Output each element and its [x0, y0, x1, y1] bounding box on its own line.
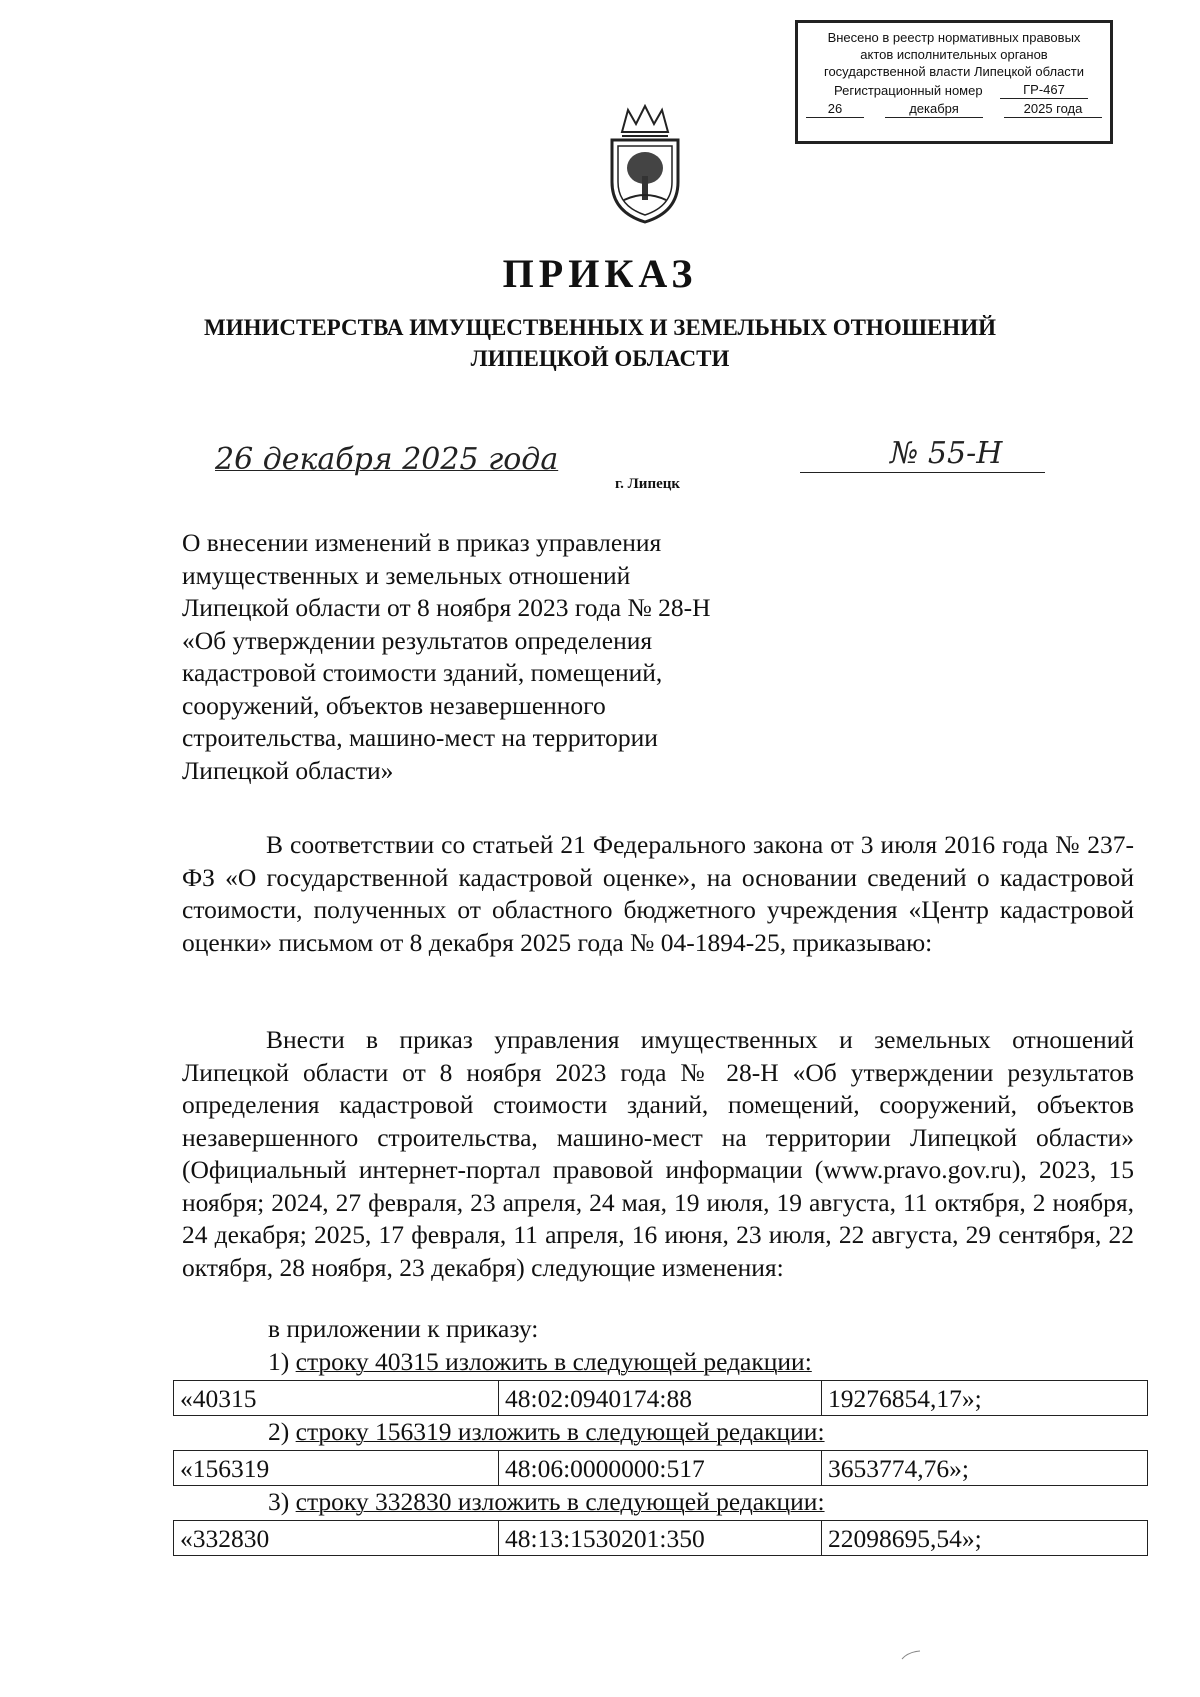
heading-line: строительства, машино-мест на территории [182, 723, 658, 752]
row-number-cell: «40315 [174, 1381, 499, 1416]
item-label [268, 1346, 812, 1378]
city-label: г. Липецк [615, 476, 681, 492]
item-number: 2) [268, 1417, 290, 1446]
paragraph-changes: Внести в приказ управления имущественных и земельных отношений Липецкой области от 8 ноября 2023 года № 28-Н «Об утверждении результатов определения кадастровой стоимости зданий, помещений, сооружений, объектов незавершенного строительства, машино-мест на территории Липецкой области» (Официальный интернет-портал правовой информации (www.pravo.gov.ru), 2023, 15 ноября; 2024, 27 февраля, 23 апреля, 24 мая, 19 июля, 19 августа, 11 октября, 2 ноября, 24 декабря; 2025, 17 февраля, 11 апреля, 16 июня, 23 июля, 22 августа, 29 сентября, 22 октября, 28 ноября, 23 декабря) следующие изменения: [182, 1025, 1134, 1282]
record-table [173, 1520, 1148, 1556]
heading-line: О внесении изменений в приказ управления [182, 528, 662, 557]
cadastral-number-cell: 48:06:0000000:517 [499, 1451, 822, 1486]
document-subtitle [0, 312, 1200, 374]
stamp-day: 26 [806, 100, 864, 118]
stamp-reg-label: Регистрационный номер [834, 83, 983, 98]
stamp-line-1: Внесено в реестр нормативных правовых [827, 30, 1081, 45]
item-label [268, 1416, 825, 1448]
heading-line: кадастровой стоимости зданий, помещений, [182, 658, 663, 687]
heading-line: имущественных и земельных отношений [182, 560, 631, 590]
subtitle-line-1: МИНИСТЕРСТВА ИМУЩЕСТВЕННЫХ И ЗЕМЕЛЬНЫХ ОТНОШЕНИЙ [204, 315, 996, 340]
row-number-cell: «332830 [174, 1521, 499, 1556]
record-table [173, 1380, 1148, 1416]
pen-mark-icon [900, 1650, 922, 1660]
stamp-year: 2025 года [1004, 100, 1102, 118]
table-row [174, 1521, 1148, 1556]
subtitle-line-2: ЛИПЕЦКОЙ ОБЛАСТИ [470, 346, 730, 371]
stamp-date-row [806, 100, 1102, 118]
item-text: строку 332830 изложить в следующей редакции: [295, 1487, 825, 1516]
stamp-reg-number: ГР-467 [1000, 81, 1088, 99]
row-number-cell: «156319 [174, 1451, 499, 1486]
coat-of-arms-icon [600, 104, 690, 224]
document-title: ПРИКАЗ [502, 251, 698, 296]
heading-line: «Об утверждении результатов определения [182, 625, 653, 655]
item-text: строку 156319 изложить в следующей редакции: [295, 1417, 825, 1446]
heading-line: Липецкой области от 8 ноября 2023 года № 28-Н [182, 593, 711, 622]
handwritten-date: 26 декабря 2025 года [215, 442, 559, 477]
table-row [174, 1381, 1148, 1416]
registry-stamp [795, 20, 1113, 144]
item-label [268, 1486, 825, 1518]
cadastral-value-cell: 3653774,76»; [822, 1451, 1148, 1486]
stamp-month: декабря [885, 100, 983, 118]
stamp-reg-row [806, 81, 1102, 99]
record-table [173, 1450, 1148, 1486]
handwritten-number: № 55-Н [890, 436, 1003, 471]
item-text: строку 40315 изложить в следующей редакции: [295, 1347, 812, 1376]
item-number: 3) [268, 1487, 290, 1516]
heading-line: Липецкой области» [182, 755, 394, 785]
heading-line: сооружений, объектов незавершенного [182, 690, 606, 720]
cadastral-value-cell: 22098695,54»; [822, 1521, 1148, 1556]
cadastral-value-cell: 19276854,17»; [822, 1381, 1148, 1416]
table-row [174, 1451, 1148, 1486]
order-heading [182, 527, 822, 787]
item-number: 1) [268, 1347, 290, 1376]
paragraph-basis: В соответствии со статьей 21 Федерального закона от 3 июля 2016 года № 237-ФЗ «О государственной кадастровой оценке», на основании сведений о кадастровой стоимости, полученных от областного бюджетного учреждения «Центр кадастровой оценки» письмом от 8 декабря 2025 года № 04-1894-25, приказываю: [182, 830, 1134, 957]
stamp-line-3: государственной власти Липецкой области [823, 64, 1085, 79]
stamp-line-2: актов исполнительных органов [860, 47, 1048, 62]
cadastral-number-cell: 48:13:1530201:350 [499, 1521, 822, 1556]
appendix-line: в приложении к приказу: [268, 1314, 539, 1343]
number-underline [800, 472, 1045, 473]
cadastral-number-cell: 48:02:0940174:88 [499, 1381, 822, 1416]
